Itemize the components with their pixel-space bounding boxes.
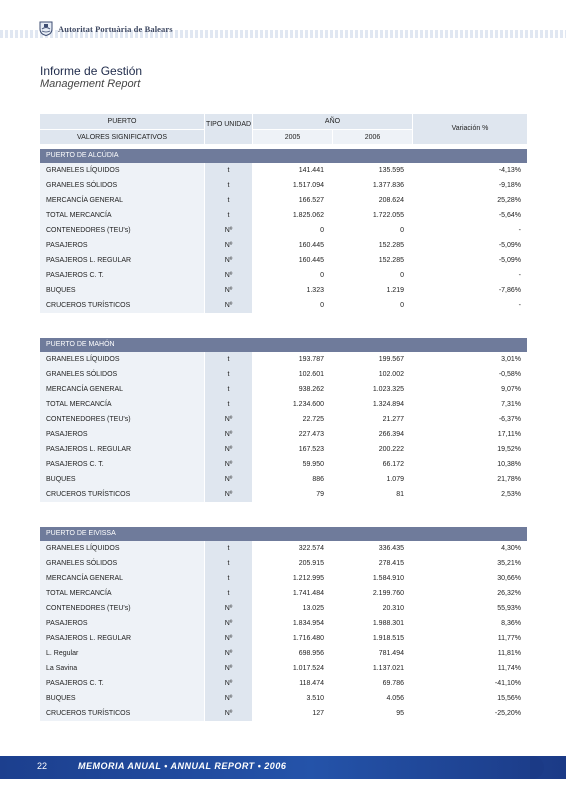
- row-variation: 55,93%: [413, 601, 527, 616]
- row-variation: -4,13%: [413, 163, 527, 178]
- table-row: [40, 631, 527, 646]
- row-label: CONTENEDORES (TEU's): [40, 601, 205, 616]
- row-value-2006: 69.786: [333, 676, 413, 691]
- port-authority-crest-icon: [39, 20, 53, 36]
- row-variation: 15,56%: [413, 691, 527, 706]
- row-value-2006: 135.595: [333, 163, 413, 178]
- row-value-2005: 3.510: [253, 691, 333, 706]
- row-variation: -7,86%: [413, 283, 527, 298]
- header-variation: Variación %: [413, 114, 527, 144]
- row-variation: 9,07%: [413, 382, 527, 397]
- row-label: PASAJEROS L. REGULAR: [40, 253, 205, 268]
- row-variation: 11,77%: [413, 631, 527, 646]
- table-row: [40, 397, 527, 412]
- row-variation: 7,31%: [413, 397, 527, 412]
- row-unit: Nº: [205, 238, 253, 253]
- row-unit: t: [205, 352, 253, 367]
- row-label: PASAJEROS L. REGULAR: [40, 442, 205, 457]
- row-variation: -: [413, 268, 527, 283]
- row-value-2006: 1.079: [333, 472, 413, 487]
- row-value-2006: 1.918.515: [333, 631, 413, 646]
- table-row: [40, 616, 527, 631]
- row-variation: -5,64%: [413, 208, 527, 223]
- row-unit: Nº: [205, 442, 253, 457]
- row-value-2005: 886: [253, 472, 333, 487]
- row-value-2005: 166.527: [253, 193, 333, 208]
- row-value-2006: 1.324.894: [333, 397, 413, 412]
- table-row: [40, 412, 527, 427]
- row-unit: Nº: [205, 412, 253, 427]
- page-subtitle: Management Report: [40, 78, 141, 90]
- row-variation: 3,01%: [413, 352, 527, 367]
- row-variation: 30,66%: [413, 571, 527, 586]
- row-value-2006: 278.415: [333, 556, 413, 571]
- header-2005: 2005: [253, 129, 333, 144]
- row-variation: 26,32%: [413, 586, 527, 601]
- row-value-2005: 938.262: [253, 382, 333, 397]
- row-value-2006: 336.435: [333, 541, 413, 556]
- table-row: [40, 283, 527, 298]
- row-label: PASAJEROS C. T.: [40, 268, 205, 283]
- section-title: PUERTO DE ALCÚDIA: [40, 149, 527, 163]
- row-value-2005: 0: [253, 298, 333, 313]
- row-label: BUQUES: [40, 283, 205, 298]
- row-value-2006: 95: [333, 706, 413, 721]
- table-header-row: [40, 114, 527, 132]
- row-label: MERCANCÍA GENERAL: [40, 193, 205, 208]
- row-unit: Nº: [205, 691, 253, 706]
- table-subheader-row: [40, 129, 527, 144]
- row-label: TOTAL MERCANCÍA: [40, 397, 205, 412]
- organization-name: Autoritat Portuària de Balears: [58, 24, 173, 34]
- row-variation: -25,20%: [413, 706, 527, 721]
- row-variation: 25,28%: [413, 193, 527, 208]
- row-value-2005: 1.716.480: [253, 631, 333, 646]
- row-unit: Nº: [205, 223, 253, 238]
- table-row: [40, 382, 527, 397]
- table-row: [40, 163, 527, 178]
- row-unit: Nº: [205, 472, 253, 487]
- row-value-2006: 1.988.301: [333, 616, 413, 631]
- row-variation: 4,30%: [413, 541, 527, 556]
- table-row: [40, 178, 527, 193]
- row-value-2006: 1.023.325: [333, 382, 413, 397]
- row-value-2005: 22.725: [253, 412, 333, 427]
- table-row: [40, 298, 527, 313]
- row-unit: t: [205, 193, 253, 208]
- row-value-2005: 127: [253, 706, 333, 721]
- row-variation: -: [413, 298, 527, 313]
- header-values: VALORES SIGNIFICATIVOS: [40, 129, 205, 144]
- row-value-2005: 0: [253, 223, 333, 238]
- row-label: GRANELES LÍQUIDOS: [40, 352, 205, 367]
- row-variation: -41,10%: [413, 676, 527, 691]
- row-variation: 17,11%: [413, 427, 527, 442]
- row-value-2005: 160.445: [253, 238, 333, 253]
- row-unit: Nº: [205, 601, 253, 616]
- table-row: [40, 706, 527, 721]
- table-row: [40, 457, 527, 472]
- row-value-2006: 200.222: [333, 442, 413, 457]
- table-row: [40, 238, 527, 253]
- row-label: PASAJEROS: [40, 238, 205, 253]
- row-variation: 11,74%: [413, 661, 527, 676]
- page-footer: [0, 756, 566, 779]
- table-row: [40, 571, 527, 586]
- row-value-2005: 227.473: [253, 427, 333, 442]
- table-row: [40, 661, 527, 676]
- header-2006: 2006: [333, 129, 413, 144]
- row-label: PASAJEROS: [40, 616, 205, 631]
- row-value-2005: 1.212.995: [253, 571, 333, 586]
- row-value-2005: 0: [253, 268, 333, 283]
- statistics-table: [40, 114, 527, 721]
- row-label: La Savina: [40, 661, 205, 676]
- row-unit: t: [205, 571, 253, 586]
- row-value-2006: 21.277: [333, 412, 413, 427]
- row-label: TOTAL MERCANCÍA: [40, 586, 205, 601]
- row-unit: Nº: [205, 631, 253, 646]
- row-value-2006: 781.494: [333, 646, 413, 661]
- row-label: MERCANCÍA GENERAL: [40, 382, 205, 397]
- table-body: [40, 149, 527, 721]
- row-value-2006: 66.172: [333, 457, 413, 472]
- row-unit: t: [205, 367, 253, 382]
- section-gap: [40, 502, 527, 527]
- row-unit: Nº: [205, 457, 253, 472]
- row-unit: Nº: [205, 427, 253, 442]
- row-unit: Nº: [205, 676, 253, 691]
- row-value-2005: 1.323: [253, 283, 333, 298]
- table-row: [40, 472, 527, 487]
- row-value-2005: 1.234.600: [253, 397, 333, 412]
- row-value-2005: 79: [253, 487, 333, 502]
- row-value-2006: 2.199.760: [333, 586, 413, 601]
- header-year: AÑO: [253, 114, 413, 129]
- row-variation: -0,58%: [413, 367, 527, 382]
- table-row: [40, 691, 527, 706]
- row-unit: Nº: [205, 646, 253, 661]
- row-value-2006: 20.310: [333, 601, 413, 616]
- row-label: CRUCEROS TURÍSTICOS: [40, 487, 205, 502]
- row-value-2005: 322.574: [253, 541, 333, 556]
- row-value-2006: 1.219: [333, 283, 413, 298]
- row-label: GRANELES SÓLIDOS: [40, 178, 205, 193]
- page-header: [0, 0, 566, 40]
- row-label: MERCANCÍA GENERAL: [40, 571, 205, 586]
- page-title: Informe de Gestión: [40, 64, 143, 78]
- row-value-2005: 193.787: [253, 352, 333, 367]
- row-value-2006: 152.285: [333, 238, 413, 253]
- row-value-2005: 160.445: [253, 253, 333, 268]
- row-value-2006: 1.137.021: [333, 661, 413, 676]
- row-label: GRANELES SÓLIDOS: [40, 367, 205, 382]
- table-row: [40, 676, 527, 691]
- row-label: CONTENEDORES (TEU's): [40, 412, 205, 427]
- row-value-2005: 1.834.954: [253, 616, 333, 631]
- row-label: L. Regular: [40, 646, 205, 661]
- section-gap: [40, 313, 527, 338]
- row-variation: 21,78%: [413, 472, 527, 487]
- row-value-2006: 102.002: [333, 367, 413, 382]
- header-port: PUERTO: [40, 114, 205, 129]
- row-value-2005: 59.950: [253, 457, 333, 472]
- row-unit: t: [205, 556, 253, 571]
- row-unit: Nº: [205, 268, 253, 283]
- header-unit: TIPO UNIDAD: [205, 114, 253, 144]
- table-row: [40, 223, 527, 238]
- row-variation: -5,09%: [413, 253, 527, 268]
- row-value-2006: 266.394: [333, 427, 413, 442]
- table-row: [40, 367, 527, 382]
- row-label: CRUCEROS TURÍSTICOS: [40, 298, 205, 313]
- section-title: PUERTO DE EIVISSA: [40, 527, 527, 541]
- row-unit: Nº: [205, 706, 253, 721]
- header-unit-spacer: [205, 129, 253, 144]
- row-label: CONTENEDORES (TEU's): [40, 223, 205, 238]
- row-unit: t: [205, 397, 253, 412]
- row-label: PASAJEROS L. REGULAR: [40, 631, 205, 646]
- row-label: PASAJEROS: [40, 427, 205, 442]
- row-value-2006: 1.584.910: [333, 571, 413, 586]
- table-row: [40, 586, 527, 601]
- table-row: [40, 352, 527, 367]
- row-value-2006: 0: [333, 223, 413, 238]
- row-value-2005: 141.441: [253, 163, 333, 178]
- row-variation: -5,09%: [413, 238, 527, 253]
- row-variation: -9,18%: [413, 178, 527, 193]
- table-row: [40, 253, 527, 268]
- row-value-2005: 205.915: [253, 556, 333, 571]
- table-row: [40, 442, 527, 457]
- row-unit: Nº: [205, 661, 253, 676]
- row-value-2005: 698.956: [253, 646, 333, 661]
- row-value-2005: 1.517.094: [253, 178, 333, 193]
- row-value-2005: 1.825.062: [253, 208, 333, 223]
- row-value-2005: 1.741.484: [253, 586, 333, 601]
- row-value-2006: 0: [333, 298, 413, 313]
- row-variation: 11,81%: [413, 646, 527, 661]
- table-row: [40, 646, 527, 661]
- row-variation: 2,53%: [413, 487, 527, 502]
- row-label: PASAJEROS C. T.: [40, 457, 205, 472]
- row-unit: t: [205, 541, 253, 556]
- row-value-2006: 1.722.055: [333, 208, 413, 223]
- row-unit: Nº: [205, 487, 253, 502]
- table-row: [40, 601, 527, 616]
- row-variation: 8,36%: [413, 616, 527, 631]
- row-unit: t: [205, 586, 253, 601]
- section-title: PUERTO DE MAHÓN: [40, 338, 527, 352]
- row-value-2006: 152.285: [333, 253, 413, 268]
- row-value-2005: 118.474: [253, 676, 333, 691]
- row-value-2006: 199.567: [333, 352, 413, 367]
- row-unit: Nº: [205, 616, 253, 631]
- table-row: [40, 487, 527, 502]
- row-variation: -6,37%: [413, 412, 527, 427]
- publication-title: MEMORIA ANUAL • ANNUAL REPORT • 2006: [78, 761, 287, 771]
- row-value-2006: 0: [333, 268, 413, 283]
- row-value-2005: 167.523: [253, 442, 333, 457]
- row-label: GRANELES LÍQUIDOS: [40, 163, 205, 178]
- row-variation: 19,52%: [413, 442, 527, 457]
- row-variation: 10,38%: [413, 457, 527, 472]
- row-unit: t: [205, 178, 253, 193]
- table-row: [40, 208, 527, 223]
- row-label: CRUCEROS TURÍSTICOS: [40, 706, 205, 721]
- table-row: [40, 193, 527, 208]
- row-unit: t: [205, 382, 253, 397]
- row-label: GRANELES LÍQUIDOS: [40, 541, 205, 556]
- table-row: [40, 427, 527, 442]
- row-value-2006: 4.056: [333, 691, 413, 706]
- row-value-2006: 208.624: [333, 193, 413, 208]
- row-value-2005: 102.601: [253, 367, 333, 382]
- row-variation: -: [413, 223, 527, 238]
- row-unit: t: [205, 208, 253, 223]
- page-number: 22: [37, 761, 48, 771]
- row-value-2006: 81: [333, 487, 413, 502]
- row-unit: t: [205, 163, 253, 178]
- table-row: [40, 556, 527, 571]
- row-value-2006: 1.377.836: [333, 178, 413, 193]
- row-value-2005: 13.025: [253, 601, 333, 616]
- table-row: [40, 268, 527, 283]
- row-variation: 35,21%: [413, 556, 527, 571]
- row-value-2005: 1.017.524: [253, 661, 333, 676]
- table-row: [40, 541, 527, 556]
- row-unit: Nº: [205, 253, 253, 268]
- row-label: GRANELES SÓLIDOS: [40, 556, 205, 571]
- row-label: TOTAL MERCANCÍA: [40, 208, 205, 223]
- row-unit: Nº: [205, 283, 253, 298]
- row-label: BUQUES: [40, 691, 205, 706]
- row-label: BUQUES: [40, 472, 205, 487]
- row-unit: Nº: [205, 298, 253, 313]
- row-label: PASAJEROS C. T.: [40, 676, 205, 691]
